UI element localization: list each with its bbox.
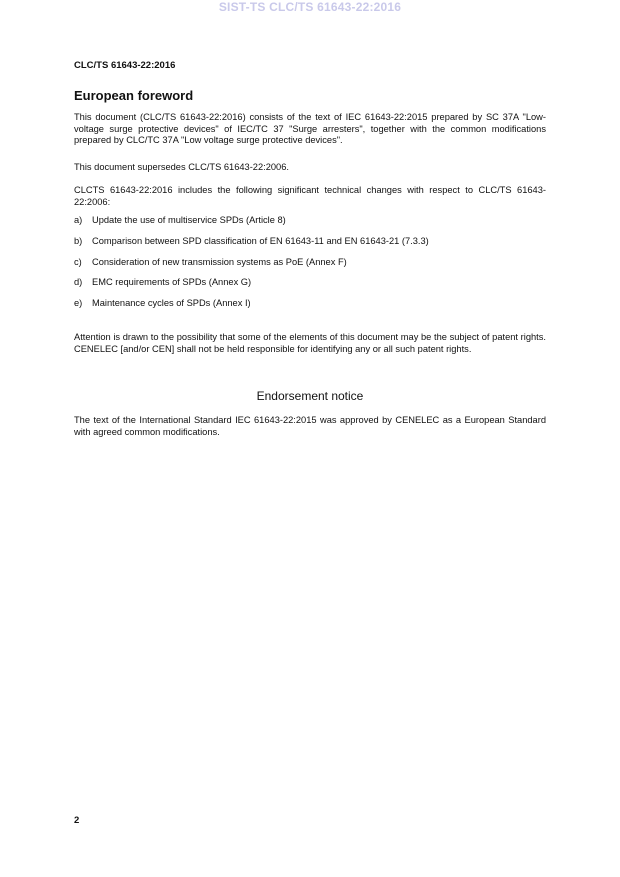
list-text: Comparison between SPD classification of EN 61643-11 and EN 61643-21 (7.3.3) bbox=[92, 236, 429, 246]
document-header: CLC/TS 61643-22:2016 bbox=[74, 60, 176, 71]
list-marker: a) bbox=[74, 215, 83, 225]
watermark: SIST-TS CLC/TS 61643-22:2016 bbox=[218, 0, 402, 14]
change-item bbox=[74, 257, 546, 269]
foreword-title: European foreword bbox=[74, 88, 194, 103]
patent-paragraph: Attention is drawn to the possibility that some of the elements of this document may be the subject of patent rights. CENELEC [and/or CEN] shall not be held responsible for identifying any or all such patent rights. bbox=[74, 332, 546, 354]
endorsement-title: Endorsement notice bbox=[256, 389, 364, 403]
foreword-paragraph-2: This document supersedes CLC/TS 61643-22:2006. bbox=[74, 162, 289, 172]
page-number: 2 bbox=[74, 815, 80, 826]
list-text: Consideration of new transmission systems as PoE (Annex F) bbox=[92, 257, 347, 267]
change-item bbox=[74, 298, 546, 310]
list-marker: b) bbox=[74, 236, 83, 246]
change-item bbox=[74, 277, 546, 289]
foreword-paragraph-3: CLCTS 61643-22:2016 includes the following significant technical changes with respect to CLC/TS 61643-22:2006: bbox=[74, 185, 546, 207]
change-item bbox=[74, 215, 546, 227]
list-text: EMC requirements of SPDs (Annex G) bbox=[92, 277, 252, 287]
list-marker: d) bbox=[74, 277, 83, 287]
list-text: Update the use of multiservice SPDs (Article 8) bbox=[92, 215, 286, 225]
change-item bbox=[74, 236, 546, 248]
list-marker: e) bbox=[74, 298, 83, 308]
foreword-paragraph-1: This document (CLC/TS 61643-22:2016) consists of the text of IEC 61643-22:2015 prepared by SC 37A "Low-voltage surge protective devices" of IEC/TC 37 "Surge arresters", together with the common modifications prepared by CLC/TC 37A "Low voltage surge protective devices". bbox=[74, 112, 546, 146]
endorsement-text: The text of the International Standard IEC 61643-22:2015 was approved by CENELEC as a European Standard with agreed common modifications. bbox=[74, 415, 546, 437]
list-marker: c) bbox=[74, 257, 82, 267]
list-text: Maintenance cycles of SPDs (Annex I) bbox=[92, 298, 251, 308]
